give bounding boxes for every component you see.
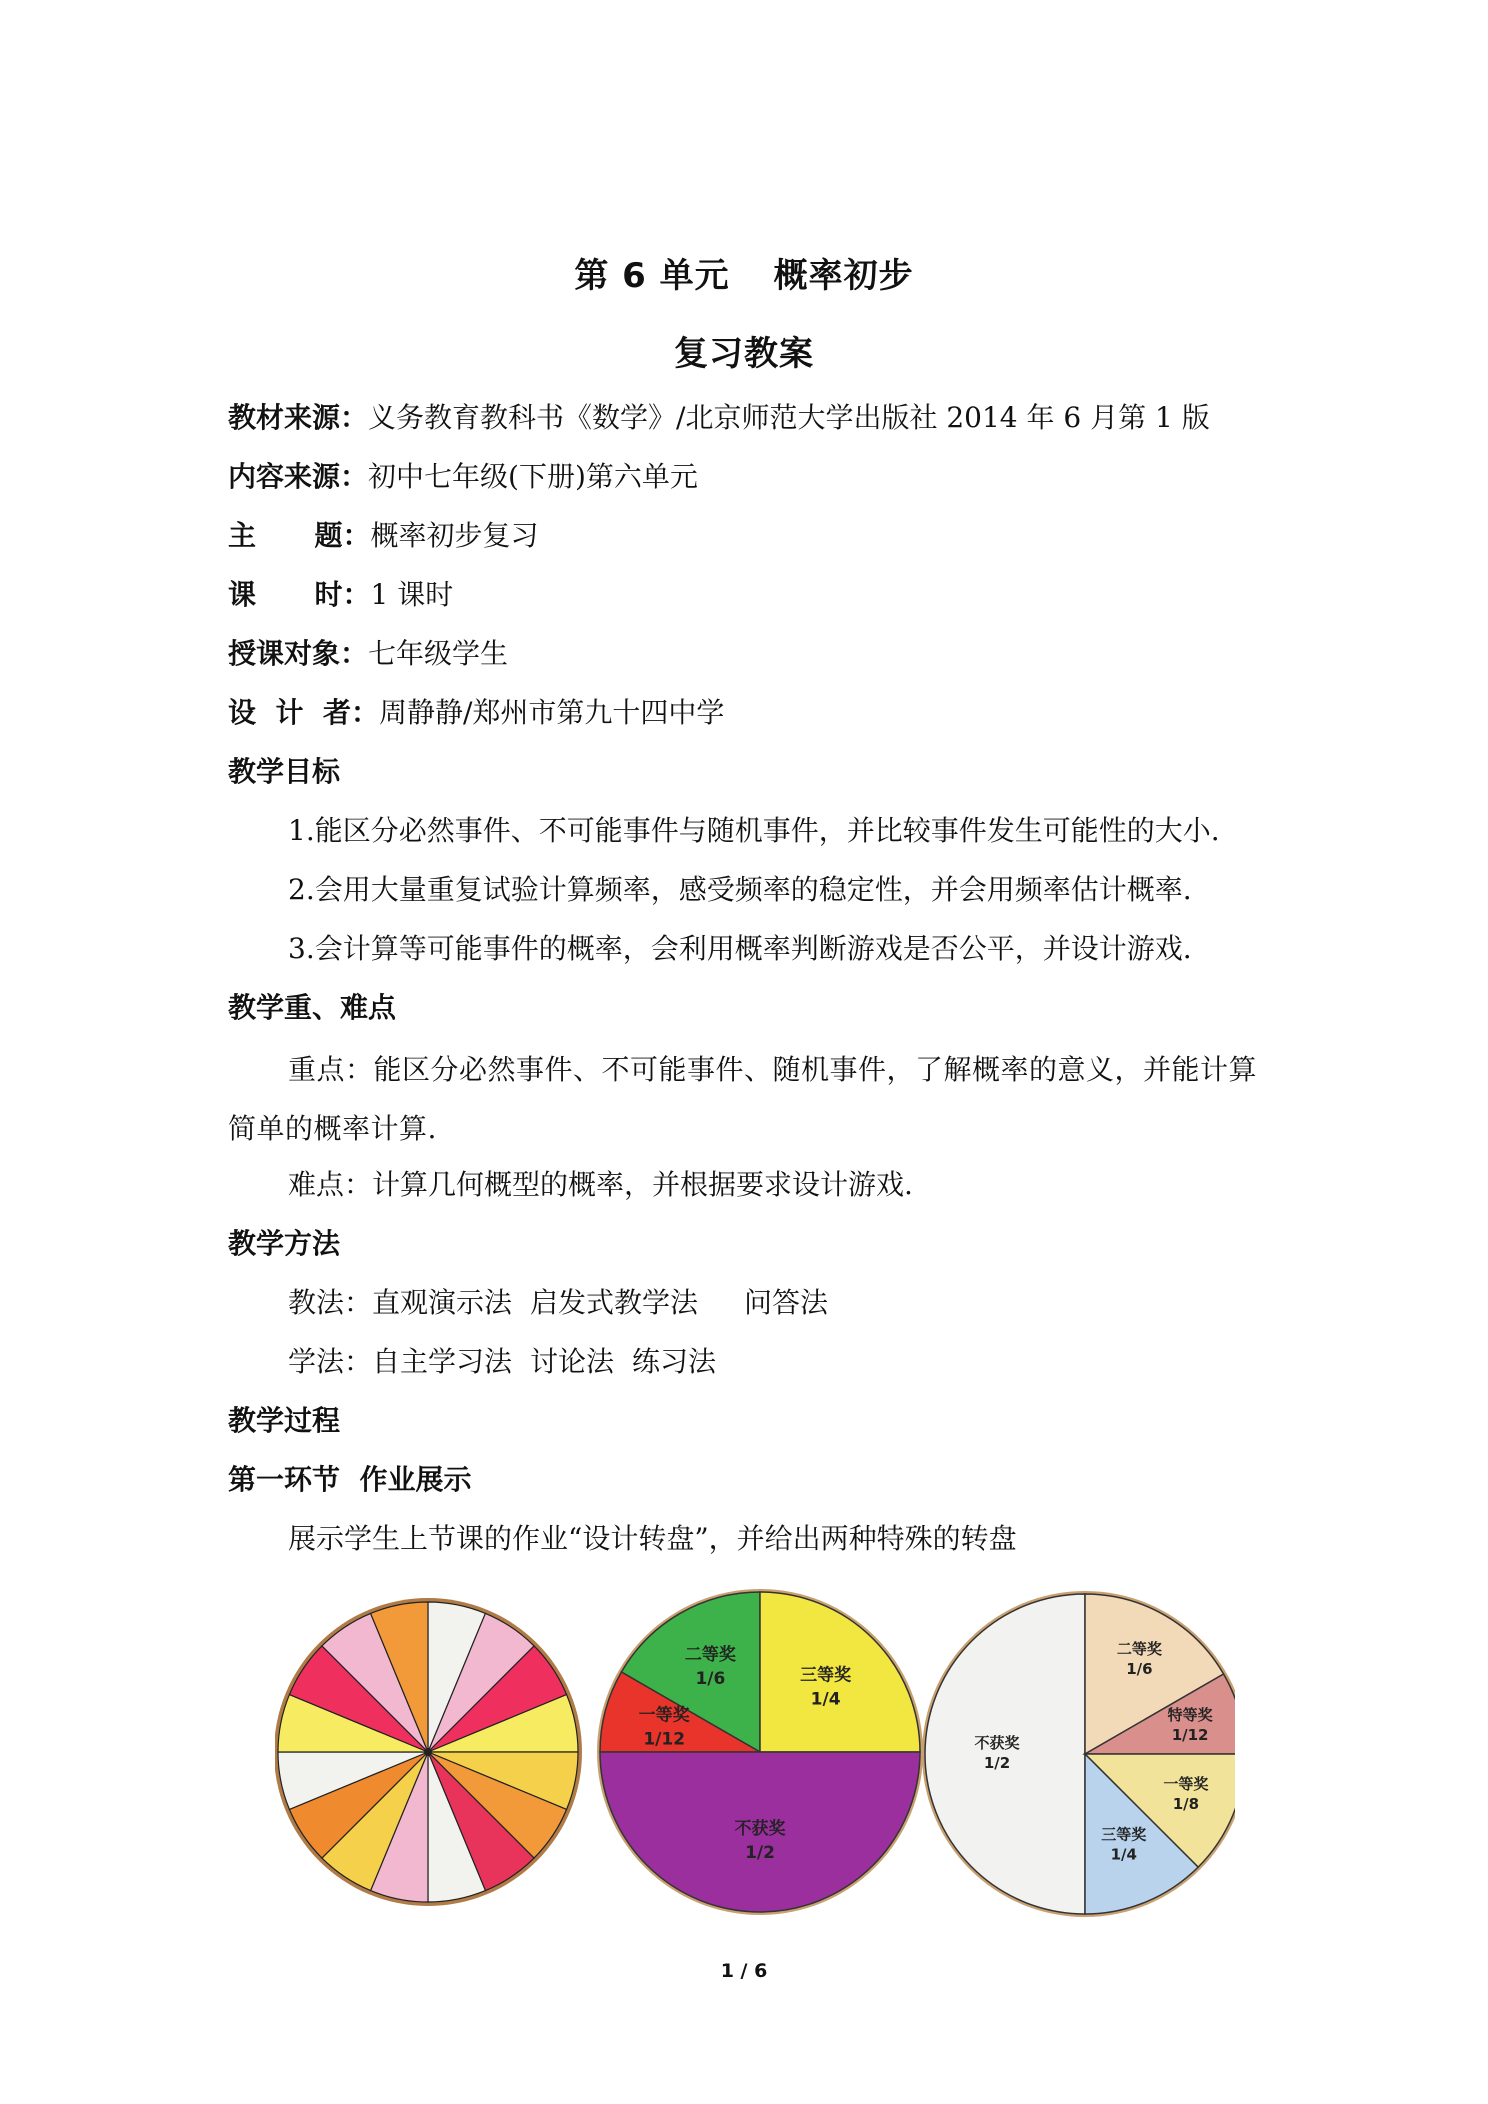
- prize-label: 三等奖: [1101, 1825, 1147, 1844]
- meta-value: 义务教育教科书《数学》/北京师范大学出版社 2014 年 6 月第 1 版: [368, 401, 1210, 434]
- meta-value: 周静静/郑州市第九十四中学: [379, 696, 725, 729]
- prize-label: 三等奖: [800, 1665, 852, 1686]
- prize-fraction: 1/12: [1171, 1725, 1209, 1744]
- meta-row-duration: [228, 575, 453, 615]
- teaching-methods: [288, 1283, 846, 1323]
- meta-label: 内容来源：: [228, 460, 369, 493]
- unit-title: [0, 248, 1488, 297]
- page-number: 1 / 6: [720, 1960, 768, 1982]
- prize-fraction: 1/4: [1110, 1845, 1137, 1864]
- prize-fraction: 1/6: [1126, 1659, 1153, 1678]
- meta-label: 课 时：: [228, 578, 371, 611]
- meta-label: 教材来源：: [228, 401, 369, 434]
- teaching-method: 启发式教学法: [530, 1286, 699, 1319]
- meta-value: 概率初步复习: [370, 519, 539, 552]
- objective-item: 2.会用大量重复试验计算频率，感受频率的稳定性，并会用频率估计概率.: [288, 873, 1192, 906]
- prize-label: 特等奖: [1167, 1705, 1213, 1724]
- teaching-method: 直观演示法: [372, 1286, 513, 1319]
- learning-method: 讨论法: [530, 1345, 615, 1378]
- meta-label: 授课对象：: [228, 637, 369, 670]
- spinner-five-prizes: [922, 1591, 1235, 1917]
- key-point-paragraph: 重点：能区分必然事件、不可能事件、随机事件，了解概率的意义，并能计算简单的概率计算.: [228, 1053, 1258, 1145]
- prize-label: 不获奖: [734, 1819, 786, 1839]
- spinner-16-slices: [275, 1598, 582, 1906]
- prize-fraction: 1/2: [983, 1754, 1011, 1772]
- meta-row-audience: [228, 634, 508, 674]
- keypoints-heading: 教学重、难点: [228, 991, 397, 1024]
- spinner-photos: [275, 1582, 1235, 1922]
- learning-method: 练习法: [632, 1345, 717, 1378]
- unit-topic: 概率初步: [773, 256, 914, 296]
- prize-label: 不获奖: [974, 1734, 1020, 1752]
- learning-methods: [288, 1342, 734, 1382]
- meta-label: 主 题：: [228, 519, 371, 552]
- difficulty-paragraph: 难点：计算几何概型的概率，并根据要求设计游戏.: [288, 1168, 913, 1201]
- meta-value: 1 课时: [370, 578, 454, 611]
- meta-label: 设 计 者：: [228, 696, 379, 729]
- objectives-heading: 教学目标: [228, 755, 341, 788]
- meta-row-topic: [228, 516, 539, 556]
- process-heading: 教学过程: [228, 1404, 341, 1437]
- section-1-text: 展示学生上节课的作业“设计转盘”，并给出两种特殊的转盘: [288, 1522, 1017, 1555]
- meta-value: 初中七年级(下册)第六单元: [368, 460, 698, 493]
- prize-fraction: 1/6: [695, 1669, 726, 1690]
- prize-fraction: 1/4: [810, 1689, 841, 1710]
- teaching-method: 问答法: [744, 1286, 829, 1319]
- objective-item: 3.会计算等可能事件的概率，会利用概率判断游戏是否公平，并设计游戏.: [288, 932, 1192, 965]
- prize-label: 二等奖: [684, 1645, 736, 1666]
- objective-item: 1.能区分必然事件、不可能事件与随机事件，并比较事件发生可能性的大小.: [288, 814, 1220, 847]
- prize-fraction: 1/8: [1172, 1794, 1200, 1813]
- section-1-heading: 第一环节 作业展示: [228, 1463, 472, 1496]
- spinner-center: [424, 1748, 432, 1756]
- meta-value: 七年级学生: [368, 637, 509, 670]
- meta-row-designer: [228, 693, 724, 733]
- prize-fraction: 1/2: [745, 1843, 775, 1863]
- methods-heading: 教学方法: [228, 1227, 341, 1260]
- meta-row-content: [228, 457, 698, 497]
- prize-fraction: 1/12: [643, 1729, 686, 1750]
- meta-row-textbook: [228, 398, 1210, 438]
- prize-label: 一等奖: [638, 1705, 690, 1726]
- spinner-photos-svg: [275, 1582, 1235, 1922]
- unit-number: 第 6 单元: [574, 256, 730, 296]
- spinner-four-prizes: [597, 1589, 923, 1915]
- learning-label: 学法：: [288, 1345, 373, 1378]
- prize-label: 二等奖: [1116, 1639, 1162, 1658]
- document-subtitle: 复习教案: [674, 334, 814, 374]
- prize-label: 一等奖: [1163, 1774, 1209, 1793]
- learning-method: 自主学习法: [372, 1345, 513, 1378]
- teaching-label: 教法：: [288, 1286, 373, 1319]
